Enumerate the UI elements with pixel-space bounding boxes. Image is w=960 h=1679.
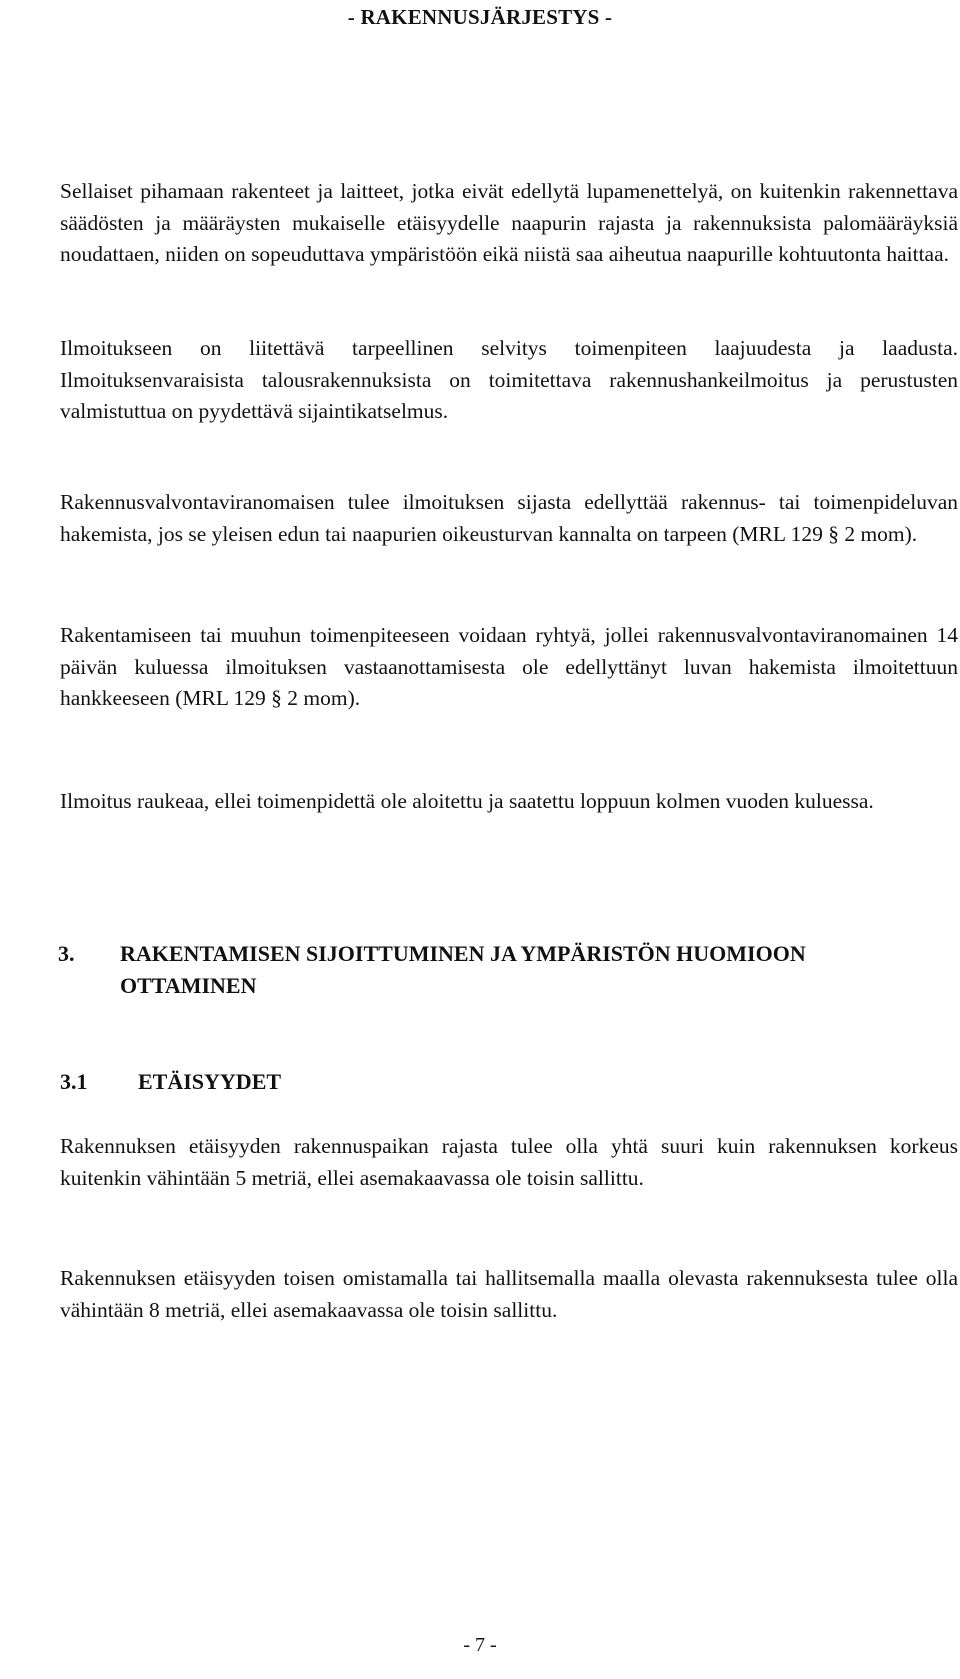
page-number: - 7 - — [463, 1634, 497, 1656]
subsection-title: ETÄISYYDET — [138, 1069, 282, 1094]
subsection-heading-3-1 — [60, 1066, 958, 1098]
subsection-number: 3.1 — [60, 1069, 88, 1094]
section-number: 3. — [58, 941, 75, 966]
paragraph-rakentamiseen-ryhtyminen: Rakentamiseen tai muuhun toimenpiteeseen voidaan ryhtyä, jollei rakennusvalvontaviranomainen 14 päivän kuluessa ilmoituksen vastaanottamisesta ole edellyttänyt luvan hakemista ilmoitettuun hankkeeseen (MRL 129 § 2 mom). — [60, 623, 958, 710]
paragraph-etaisyys-toisen-rakennuksesta: Rakennuksen etäisyyden toisen omistamalla tai hallitsemalla maalla olevasta rakennuksesta tulee olla vähintään 8 metriä, ellei asemakaavassa ole toisin sallittu. — [60, 1266, 958, 1322]
paragraph-rakennusvalvonta-ilmoituksen-sijasta: Rakennusvalvontaviranomaisen tulee ilmoituksen sijasta edellyttää rakennus- tai toimenpideluvan hakemista, jos se yleisen edun tai naapurien oikeusturvan kannalta on tarpeen (MRL 129 § 2 mom). — [60, 490, 958, 546]
paragraph-ilmoitus-raukeaa: Ilmoitus raukeaa, ellei toimenpidettä ole aloitettu ja saatettu loppuun kolmen vuoden kuluessa. — [60, 789, 874, 813]
section-title: RAKENTAMISEN SIJOITTUMINEN JA YMPÄRISTÖN HUOMIOON OTTAMINEN — [120, 941, 806, 998]
paragraph-etaisyys-rajasta: Rakennuksen etäisyyden rakennuspaikan rajasta tulee olla yhtä suuri kuin rakennuksen korkeus kuitenkin vähintään 5 metriä, ellei asemakaavassa ole toisin sallittu. — [60, 1134, 958, 1190]
section-heading-3 — [60, 938, 958, 1002]
paragraph-ilmoitukseen-liitettava: Ilmoitukseen on liitettävä tarpeellinen selvitys toimenpiteen laajuudesta ja laadusta. Ilmoituksenvaraisista talousrakennuksista on toimitettava rakennushankeilmoitus ja perustusten valmistuttua on pyydettävä sijaintikatselmus. — [60, 336, 958, 423]
document-header-title: - RAKENNUSJÄRJESTYS - — [347, 5, 613, 29]
paragraph-pihamaan-rakenteet: Sellaiset pihamaan rakenteet ja laitteet, jotka eivät edellytä lupamenettelyä, on kuitenkin rakennettava säädösten ja määräysten mukaiselle etäisyydelle naapurin rajasta ja rakennuksista palomääräyksiä noudattaen, niiden on sopeuduttava ympäristöön eikä niistä saa aiheutua naapurille kohtuutonta haittaa. — [60, 179, 958, 266]
